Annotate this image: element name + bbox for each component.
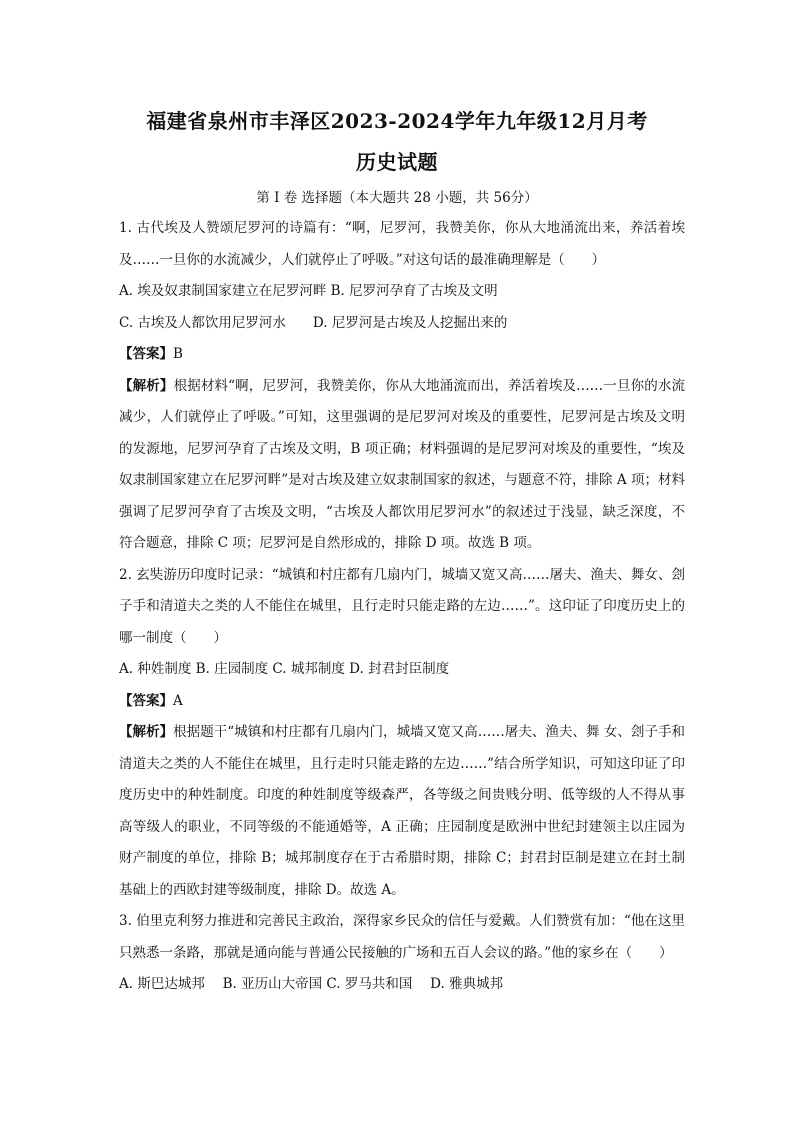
answer-label: 【答案】 xyxy=(119,692,173,709)
answer-value: A xyxy=(173,692,183,709)
analysis-text: 根据材料“啊，尼罗河，我赞美你，你从大地涌流而出，养活着埃及……一旦你的水流减少，人们就停止了呼吸。”可知，这里强调的是尼罗河对埃及的重要性，尼罗河是古埃及文明的发源地，尼罗河孕育了古埃及文明，B 项正确；材料强调的是尼罗河对埃及的重要性，“埃及奴隶制国家建立在尼罗河畔”是对古埃及建立奴隶制国家的叙述，与题意不符，排除 A 项；材料强调了尼罗河孕育了古埃及文明，“古埃及人都饮用尼罗河水”的叙述过于浅显，缺乏深度，不符合题意，排除 C 项；尼罗河是自然形成的，排除 D 项。故选 B 项。 xyxy=(119,377,685,551)
q1-answer xyxy=(119,339,685,371)
q3-stem: 3. 伯里克利努力推进和完善民主政治，深得家乡民众的信任与爱戴。人们赞赏有加：“他在这里只熟悉一条路，那就是通向能与普通公民接触的广场和五百人会议的路。”他的家乡在（ ） xyxy=(119,913,685,961)
analysis-text: 根据题干“城镇和村庄都有几扇内门，城墙又宽又高……屠夫、渔夫、舞 女、刽子手和清道夫之类的人不能住在城里，且行走时只能走路的左边……”结合所学知识，可知这印证了印度历史中的种姓制度。印度的种姓制度等级森严，各等级之间贵贱分明、低等级的人不得从事高等级人的职业，不同等级的不能通婚等，A 正确；庄园制度是欧洲中世纪封建领主以庄园为财产制度的单位，排除 B；城邦制度存在于古希腊时期，排除 C；封君封臣制是建立在封土制基础上的西欧封建等级制度，排除 D。故选 A。 xyxy=(119,724,686,898)
q1-stem: 1. 古代埃及人赞颂尼罗河的诗篇有：“啊，尼罗河，我赞美你，你从大地涌流出来，养活着埃及……一旦你的水流减少，人们就停止了呼吸。”对这句话的最准确理解是（ ） xyxy=(119,220,685,268)
q1-options-cd: C. 古埃及人都饮用尼罗河水 D. 尼罗河是古埃及人挖掘出来的 xyxy=(119,314,508,331)
q2-answer xyxy=(119,686,685,718)
q1-analysis xyxy=(119,371,685,560)
q2-stem: 2. 玄奘游历印度时记录：“城镇和村庄都有几扇内门，城墙又宽又高……屠夫、渔夫、舞女、刽子手和清道夫之类的人不能住在城里，且行走时只能走路的左边……”。这印证了印度历史上的哪一制度（ ） xyxy=(119,566,685,646)
answer-label: 【答案】 xyxy=(119,346,173,362)
q2-analysis xyxy=(119,717,685,906)
section-heading: 第 I 卷 选择题（本大题共 28 小题，共 56分） xyxy=(256,190,538,206)
q1-options-ab: A. 埃及奴隶制国家建立在尼罗河畔 B. 尼罗河孕育了古埃及文明 xyxy=(119,283,498,299)
q2-options: A. 种姓制度 B. 庄园制度 C. 城邦制度 D. 封君封臣制度 xyxy=(119,661,450,677)
q3-options: A. 斯巴达城邦 B. 亚历山大帝国 C. 罗马共和国 D. 雅典城邦 xyxy=(119,976,504,992)
question-list xyxy=(119,213,685,1001)
analysis-label: 【解析】 xyxy=(119,724,174,740)
exam-title: 福建省泉州市丰泽区2023-2024学年九年级12月月考 xyxy=(146,109,648,133)
analysis-label: 【解析】 xyxy=(119,377,174,394)
answer-value: B xyxy=(173,346,183,362)
exam-subject: 历史试题 xyxy=(356,150,438,174)
